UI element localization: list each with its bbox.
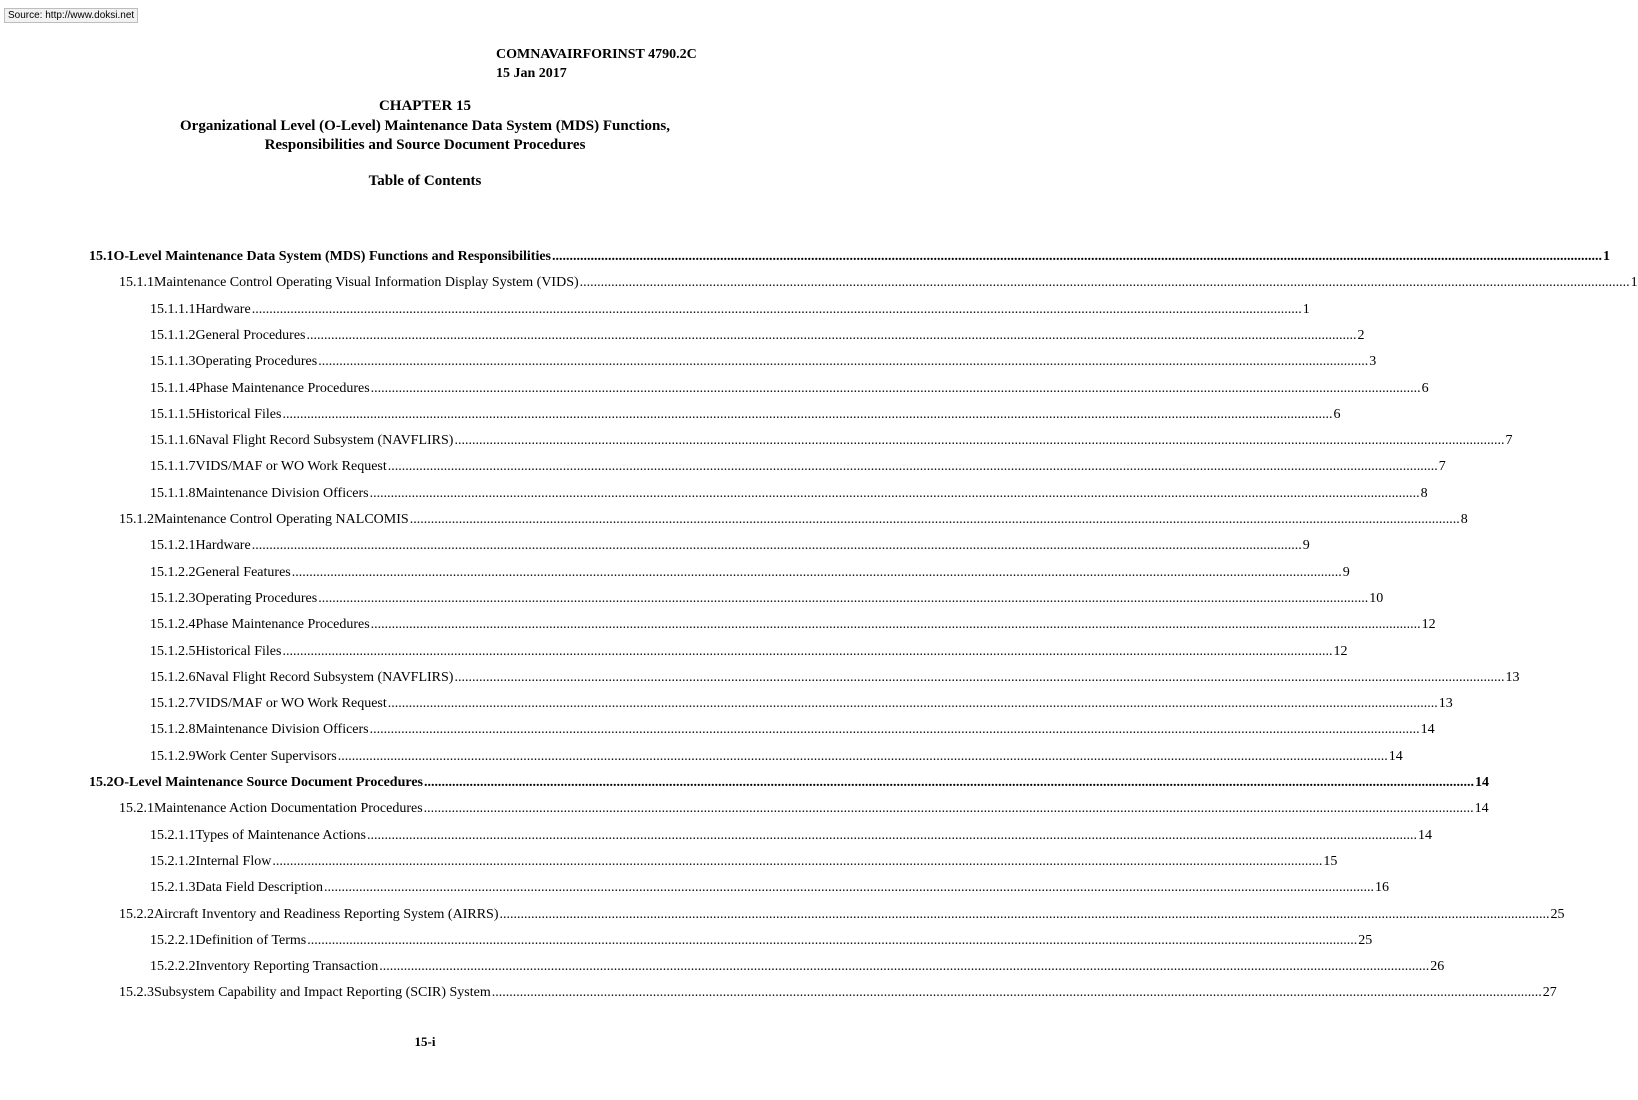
toc-entry[interactable] (150, 375, 1429, 397)
chapter-title-line-2: Responsibilities and Source Document Procedures (264, 137, 586, 153)
dot-leader: ............................................................................................................................................................................................................................................................................................................ (499, 906, 1550, 922)
dot-leader: ............................................................................................................................................................................................................................................................................................................ (318, 590, 1369, 606)
dot-leader: ............................................................................................................................................................................................................................................................................................................ (282, 406, 1333, 422)
toc-entry-page: 16 (1375, 880, 1390, 896)
toc-entry-page: 14 (1474, 801, 1489, 817)
toc-entry-number: 15.1.1.1 (150, 301, 196, 317)
toc-entry-title: Data Field Description (195, 880, 324, 896)
toc-entry-title: Historical Files (195, 406, 282, 422)
dot-leader: ............................................................................................................................................................................................................................................................................................................ (318, 354, 1369, 370)
toc-entry-title: VIDS/MAF or WO Work Request (195, 459, 387, 475)
toc-entry-title: Operating Procedures (195, 590, 318, 606)
toc-entry-page: 1 (1630, 275, 1638, 291)
toc-entry-title: Aircraft Inventory and Readiness Reporting System (AIRRS) (154, 906, 499, 922)
dot-leader: ............................................................................................................................................................................................................................................................................................................ (272, 853, 1323, 869)
dot-leader: ............................................................................................................................................................................................................................................................................................................ (366, 827, 1417, 843)
toc-entry-number: 15.2.1.2 (150, 853, 196, 869)
toc-entry-number: 15.1.2.6 (150, 669, 196, 685)
toc-entry[interactable] (89, 243, 1610, 265)
toc-entry[interactable] (89, 769, 1490, 791)
toc-entry-number: 15.2 (89, 775, 114, 790)
toc-entry-title: Work Center Supervisors (195, 748, 337, 764)
chapter-title-line-1: Organizational Level (O-Level) Maintenance Data System (MDS) Functions, (180, 117, 670, 134)
toc-entry-page: 12 (1333, 643, 1348, 659)
toc-entry-page: 10 (1369, 590, 1384, 606)
toc-entry[interactable] (150, 743, 1403, 765)
toc-entry[interactable] (119, 269, 1638, 291)
toc-entry-number: 15.1.1.6 (150, 433, 196, 449)
toc-entry-title: Phase Maintenance Procedures (195, 380, 370, 396)
toc-entry-number: 15.1.2.7 (150, 696, 196, 712)
toc-entry-title: Maintenance Control Operating Visual Information Display System (VIDS) (154, 275, 579, 291)
toc-entry-title: General Procedures (195, 327, 306, 343)
dot-leader: ............................................................................................................................................................................................................................................................................................................ (491, 985, 1542, 1001)
toc-entry-page: 9 (1342, 564, 1350, 580)
toc-entry-page: 7 (1438, 459, 1446, 475)
toc-entry[interactable] (150, 296, 1310, 318)
toc-entry[interactable] (150, 638, 1348, 660)
toc-entry-page: 8 (1420, 485, 1428, 501)
toc-entry-title: General Features (195, 564, 291, 580)
dot-leader: ............................................................................................................................................................................................................................................................................................................ (369, 722, 1420, 738)
toc-entry-page: 7 (1505, 433, 1513, 449)
dot-leader: ............................................................................................................................................................................................................................................................................................................ (369, 485, 1420, 501)
toc-entry[interactable] (150, 322, 1365, 344)
toc-entry-number: 15.1.1.7 (150, 459, 196, 475)
toc-entry[interactable] (150, 611, 1436, 633)
toc-entry[interactable] (150, 664, 1520, 686)
dot-leader: ............................................................................................................................................................................................................................................................................................................ (291, 564, 1342, 580)
toc-entry-number: 15.2.2.1 (150, 932, 196, 948)
toc-entry[interactable] (119, 506, 1468, 528)
dot-leader: ............................................................................................................................................................................................................................................................................................................ (552, 249, 1602, 264)
dot-leader: ............................................................................................................................................................................................................................................................................................................ (282, 643, 1333, 659)
toc-entry-title: Hardware (195, 301, 251, 317)
dot-leader: ............................................................................................................................................................................................................................................................................................................ (337, 748, 1388, 764)
toc-entry-number: 15.1.2.4 (150, 617, 196, 633)
toc-entry-page: 14 (1475, 775, 1490, 790)
toc-entry[interactable] (150, 348, 1377, 370)
toc-entry-number: 15.2.1 (119, 801, 154, 817)
chapter-number: CHAPTER 15 (378, 98, 472, 114)
document-date: 15 Jan 2017 (496, 66, 567, 81)
toc-entry-title: Definition of Terms (195, 932, 307, 948)
dot-leader: ............................................................................................................................................................................................................................................................................................................ (370, 617, 1421, 633)
toc-entry-title: Types of Maintenance Actions (195, 827, 366, 843)
toc-entry-title: Naval Flight Record Subsystem (NAVFLIRS) (195, 669, 454, 685)
toc-entry-number: 15.2.2 (119, 906, 154, 922)
toc-entry-page: 6 (1421, 380, 1429, 396)
toc-entry-title: Hardware (195, 538, 251, 554)
dot-leader: ............................................................................................................................................................................................................................................................................................................ (324, 880, 1375, 896)
toc-entry[interactable] (119, 795, 1489, 817)
toc-entry[interactable] (150, 848, 1338, 870)
dot-leader: ............................................................................................................................................................................................................................................................................................................ (370, 380, 1421, 396)
dot-leader: ............................................................................................................................................................................................................................................................................................................ (387, 459, 1438, 475)
toc-entry-page: 14 (1417, 827, 1432, 843)
toc-entry[interactable] (150, 927, 1373, 949)
toc-entry-page: 14 (1388, 748, 1403, 764)
document-number: COMNAVAIRFORINST 4790.2C (496, 47, 697, 62)
toc-entry[interactable] (150, 401, 1341, 423)
toc-entry-number: 15.1.1.8 (150, 485, 196, 501)
toc-entry-title: Subsystem Capability and Impact Reporting (SCIR) System (154, 985, 491, 1001)
toc-heading: Table of Contents (368, 172, 482, 189)
toc-entry-page: 12 (1421, 617, 1436, 633)
toc-entry-page: 25 (1358, 932, 1373, 948)
toc-entry[interactable] (150, 480, 1428, 502)
toc-entry-page: 1 (1603, 249, 1610, 264)
toc-entry[interactable] (150, 953, 1445, 975)
dot-leader: ............................................................................................................................................................................................................................................................................................................ (579, 275, 1630, 291)
toc-entry[interactable] (150, 427, 1513, 449)
toc-entry-number: 15.1.1.5 (150, 406, 196, 422)
toc-entry-page: 26 (1430, 959, 1445, 975)
toc-entry-number: 15.1.2.1 (150, 538, 196, 554)
toc-entry-number: 15.2.3 (119, 985, 154, 1001)
toc-entry[interactable] (150, 532, 1310, 554)
toc-entry-page: 1 (1302, 301, 1310, 317)
toc-entry-number: 15.2.1.1 (150, 827, 196, 843)
toc-entry-page: 13 (1505, 669, 1520, 685)
toc-entry[interactable] (150, 453, 1446, 475)
toc-entry-number: 15.2.2.2 (150, 959, 196, 975)
chapter-heading (0, 97, 850, 191)
toc-entry-title: VIDS/MAF or WO Work Request (195, 696, 387, 712)
document-header (496, 45, 697, 83)
dot-leader: ............................................................................................................................................................................................................................................................................................................ (251, 538, 1302, 554)
toc-entry-page: 27 (1542, 985, 1557, 1001)
dot-leader: ............................................................................................................................................................................................................................................................................................................ (306, 327, 1357, 343)
toc-entry-page: 13 (1438, 696, 1453, 712)
toc-entry-number: 15.1.2.5 (150, 643, 196, 659)
toc-entry-number: 15.1.2.3 (150, 590, 196, 606)
toc-entry[interactable] (150, 822, 1432, 844)
toc-entry-title: Maintenance Action Documentation Procedures (154, 801, 423, 817)
dot-leader: ............................................................................................................................................................................................................................................................................................................ (424, 775, 1475, 790)
toc-entry-title: Maintenance Division Officers (195, 485, 369, 501)
source-watermark: Source: http://www.doksi.net (4, 8, 138, 23)
toc-entry-page: 2 (1357, 327, 1365, 343)
toc-entry-title: Maintenance Division Officers (195, 722, 369, 738)
dot-leader: ............................................................................................................................................................................................................................................................................................................ (379, 959, 1430, 975)
dot-leader: ............................................................................................................................................................................................................................................................................................................ (251, 301, 1302, 317)
toc-entry[interactable] (119, 901, 1565, 923)
toc-entry-page: 15 (1323, 853, 1338, 869)
toc-entry-title: Operating Procedures (195, 354, 318, 370)
toc-entry-title: Inventory Reporting Transaction (195, 959, 379, 975)
toc-entry-number: 15.1.1.2 (150, 327, 196, 343)
toc-entry-page: 3 (1369, 354, 1377, 370)
toc-entry-title: Historical Files (195, 643, 282, 659)
toc-entry-title: O-Level Maintenance Data System (MDS) Functions and Responsibilities (113, 249, 551, 264)
dot-leader: ............................................................................................................................................................................................................................................................................................................ (454, 669, 1505, 685)
toc-entry-number: 15.1.1 (119, 275, 154, 291)
toc-entry-number: 15.1.1.3 (150, 354, 196, 370)
toc-entry[interactable] (119, 979, 1557, 1001)
toc-entry[interactable] (150, 874, 1390, 896)
toc-entry-page: 8 (1460, 512, 1468, 527)
toc-entry-page: 25 (1550, 906, 1565, 922)
toc-entry[interactable] (150, 559, 1350, 581)
toc-entry-number: 15.1.2 (119, 512, 154, 527)
dot-leader: ............................................................................................................................................................................................................................................................................................................ (387, 696, 1438, 712)
toc-entry-number: 15.1.2.2 (150, 564, 196, 580)
toc-entry[interactable] (150, 690, 1453, 712)
toc-entry-title: Phase Maintenance Procedures (195, 617, 370, 633)
toc-entry-number: 15.1.2.8 (150, 722, 196, 738)
dot-leader: ............................................................................................................................................................................................................................................................................................................ (307, 932, 1358, 948)
toc-entry-title: O-Level Maintenance Source Document Procedures (113, 775, 424, 790)
toc-entry-number: 15.2.1.3 (150, 880, 196, 896)
toc-entry-title: Naval Flight Record Subsystem (NAVFLIRS) (195, 433, 454, 449)
dot-leader: ............................................................................................................................................................................................................................................................................................................ (454, 433, 1505, 449)
toc-entry[interactable] (150, 716, 1435, 738)
toc-entry[interactable] (150, 585, 1384, 607)
dot-leader: ............................................................................................................................................................................................................................................................................................................ (409, 512, 1460, 527)
dot-leader: ............................................................................................................................................................................................................................................................................................................ (423, 801, 1474, 817)
toc-entry-page: 9 (1302, 538, 1310, 554)
toc-entry-page: 6 (1333, 406, 1341, 422)
toc-entry-number: 15.1.1.4 (150, 380, 196, 396)
page-number: 15-i (414, 1034, 436, 1049)
toc-entry-title: Internal Flow (195, 853, 272, 869)
toc-entry-title: Maintenance Control Operating NALCOMIS (154, 512, 409, 527)
toc-entry-number: 15.1.2.9 (150, 748, 196, 764)
toc-entry-number: 15.1 (89, 249, 114, 264)
toc-entry-page: 14 (1420, 722, 1435, 738)
